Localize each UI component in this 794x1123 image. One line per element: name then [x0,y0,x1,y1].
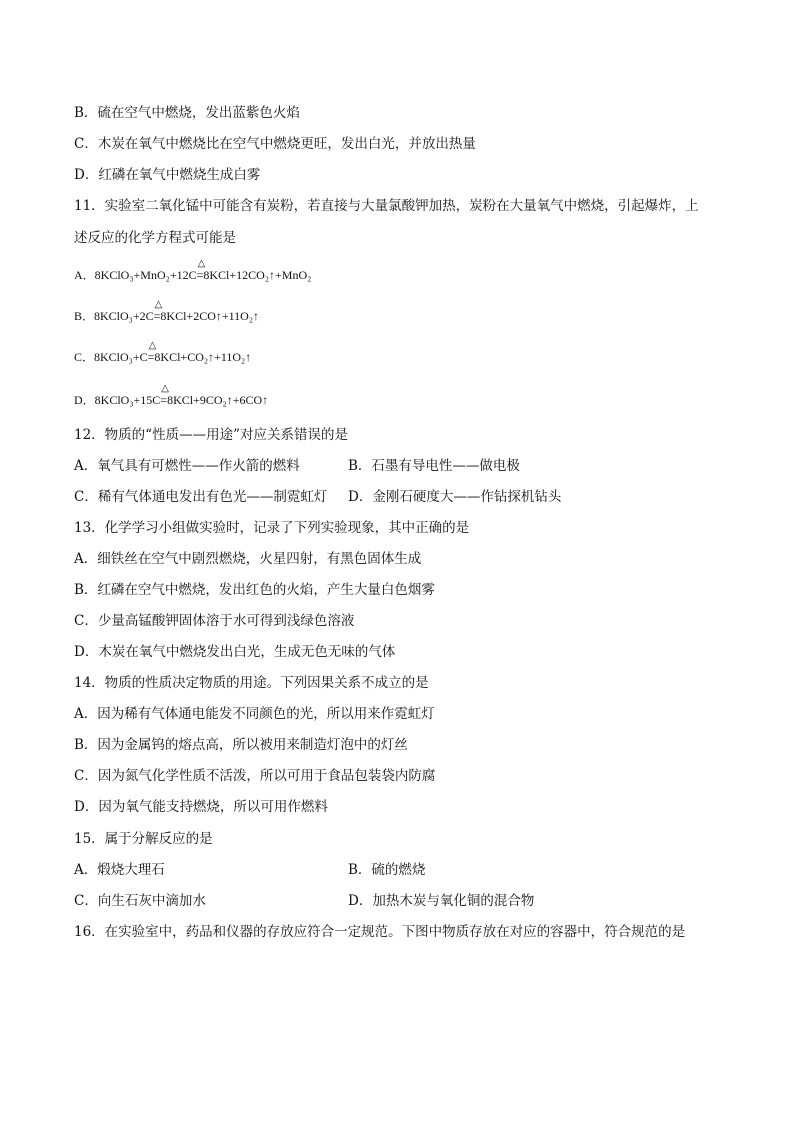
q16-stem: 16．在实验室中，药品和仪器的存放应符合一定规范。下图中物质存放在对应的容器中，符合规范的是 [74,924,686,940]
q11-option-d [74,383,269,409]
heat-icon: △ [148,340,157,351]
q13-stem: 13．化学学习小组做实验时，记录了下列实验现象，其中正确的是 [74,520,470,536]
q13-option-c: C．少量高锰酸钾固体溶于水可得到浅绿色溶液 [74,613,355,629]
q12-option-d: D．金刚石硬度大——作钻探机钻头 [348,489,562,505]
q11-option-c-lhs: 8KClO₃+C [94,350,148,364]
q11-option-a-label: A． [74,268,95,282]
q10-option-c: C．木炭在氧气中燃烧比在空气中燃烧更旺，发出白光，并放出热量 [74,136,476,152]
q11-option-b-rhs: 8KCl+2CO↑+11O₂↑ [160,309,260,323]
heat-icon: △ [197,258,206,269]
q11-option-d-label: D． [74,393,95,407]
q14-stem: 14．物质的性质决定物质的用途。下列因果关系不成立的是 [74,675,429,691]
heat-equals-sign: △ = [148,348,155,366]
q11-option-c-rhs: 8KCl+CO₂↑+11O₂↑ [154,350,252,364]
q11-option-b [74,299,260,325]
q14-option-d: D．因为氧气能支持燃烧，所以可用作燃料 [74,799,328,815]
q11-stem-line2: 述反应的化学方程式可能是 [74,230,236,246]
q15-option-d: D．加热木炭与氧化铜的混合物 [348,893,535,909]
heat-equals-sign: △ = [160,391,167,409]
q15-option-c: C．向生石灰中滴加水 [74,893,206,909]
q14-option-b: B．因为金属钨的熔点高，所以被用来制造灯泡中的灯丝 [74,737,408,753]
q12-option-a: A．氧气具有可燃性——作火箭的燃料 [74,458,300,474]
q14-option-a: A．因为稀有气体通电能发不同颜色的光，所以用来作霓虹灯 [74,706,435,722]
q13-option-b: B．红磷在空气中燃烧，发出红色的火焰，产生大量白色烟雾 [74,582,435,598]
q12-option-b: B．石墨有导电性——做电极 [348,458,520,474]
q15-option-b: B．硫的燃烧 [348,862,426,878]
q11-option-b-label: B． [74,309,95,323]
q11-stem-line1: 11．实验室二氧化锰中可能含有炭粉，若直接与大量氯酸钾加热，炭粉在大量氧气中燃烧，引起爆炸，上 [74,198,699,214]
q10-option-d: D．红磷在氧气中燃烧生成白雾 [74,167,261,183]
q15-option-a: A．煅烧大理石 [74,862,165,878]
q11-option-a-rhs: 8KCl+12CO₂↑+MnO₂ [203,268,312,282]
heat-equals-sign: △ = [197,266,204,284]
q15-stem: 15．属于分解反应的是 [74,831,213,847]
q11-option-d-lhs: 8KClO₃+15C [94,393,161,407]
q13-option-a: A．细铁丝在空气中剧烈燃烧，火星四射，有黑色固体生成 [74,551,422,567]
heat-equals-sign: △ = [154,307,161,325]
q12-stem: 12．物质的“性质——用途”对应关系错误的是 [74,427,348,443]
q11-option-a [74,258,312,284]
q11-option-b-lhs: 8KClO₃+2C [94,309,154,323]
q11-option-c [74,340,252,366]
q11-option-c-label: C． [74,350,95,364]
q14-option-c: C．因为氮气化学性质不活泼，所以可用于食品包装袋内防腐 [74,768,436,784]
q13-option-d: D．木炭在氧气中燃烧发出白光，生成无色无味的气体 [74,644,396,660]
q12-option-c: C．稀有气体通电发出有色光——制霓虹灯 [74,489,328,505]
heat-icon: △ [154,299,163,310]
heat-icon: △ [161,383,169,394]
q11-option-d-rhs: 8KCl+9CO₂↑+6CO↑ [167,393,269,407]
q10-option-b: B．硫在空气中燃烧，发出蓝紫色火焰 [74,105,300,121]
q11-option-a-lhs: 8KClO₃+MnO₂+12C [94,268,197,282]
